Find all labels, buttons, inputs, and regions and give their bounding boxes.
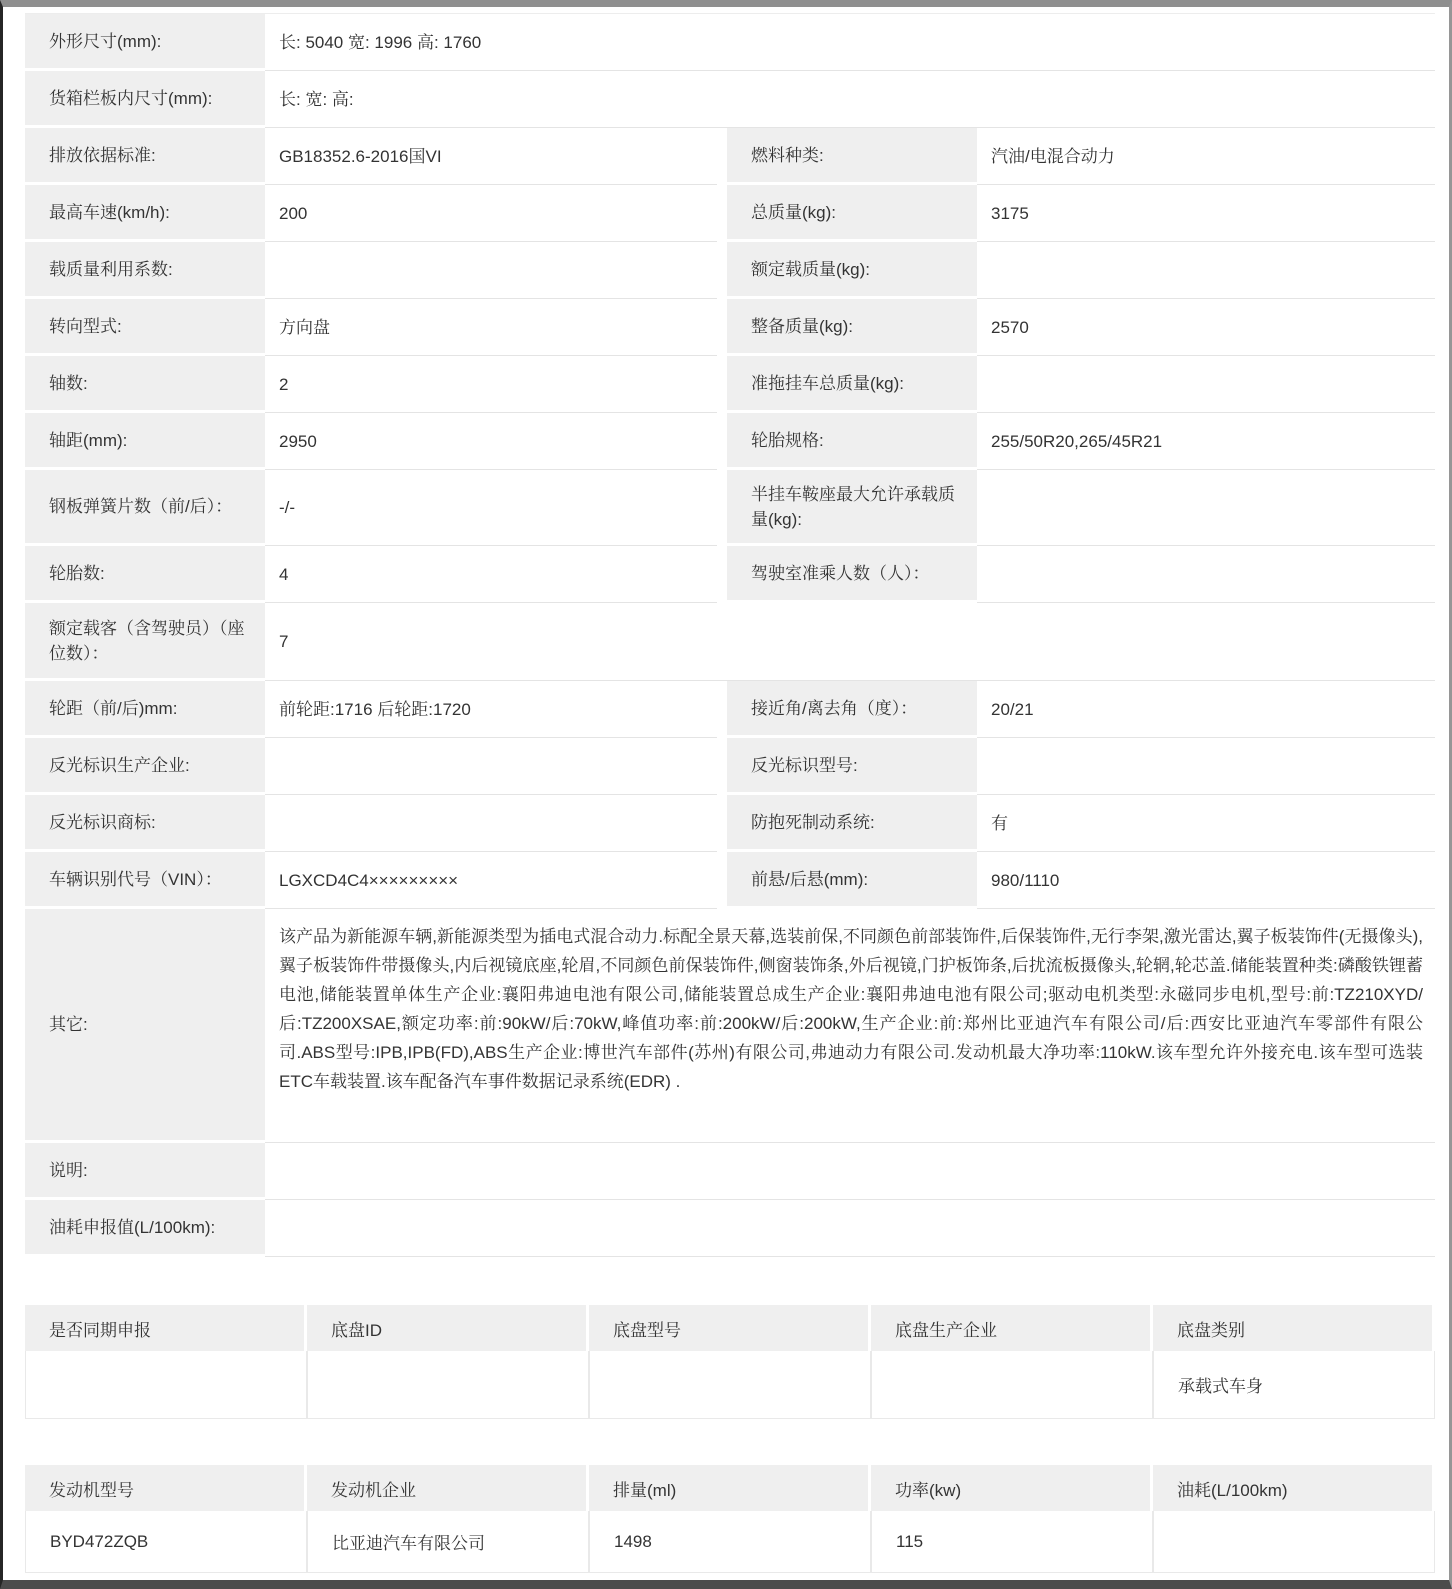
column-header: 底盘类别 <box>1153 1305 1435 1351</box>
field-value <box>977 242 1435 299</box>
field-label: 轮距（前/后)mm: <box>25 681 265 738</box>
column-gap <box>717 546 727 603</box>
field-label: 半挂车鞍座最大允许承载质量(kg): <box>727 470 977 546</box>
table-cell <box>589 1351 871 1419</box>
field-label: 驾驶室准乘人数（人）： <box>727 546 977 603</box>
column-header: 底盘生产企业 <box>871 1305 1153 1351</box>
column-gap <box>717 795 727 852</box>
field-label: 轴距(mm): <box>25 413 265 470</box>
column-header: 油耗(L/100km) <box>1153 1465 1435 1511</box>
field-label: 总质量(kg): <box>727 185 977 242</box>
field-label: 反光标识型号: <box>727 738 977 795</box>
field-label: 反光标识商标: <box>25 795 265 852</box>
column-gap <box>717 128 727 185</box>
row-rated-passengers <box>25 603 1434 681</box>
row-max-speed-gross-mass <box>25 185 1434 242</box>
vehicle-spec-table <box>25 13 1435 1257</box>
row-exterior-dimensions <box>25 14 1434 71</box>
table-cell <box>1153 1511 1435 1573</box>
field-value <box>265 1200 1435 1257</box>
field-value <box>977 546 1435 603</box>
field-label: 排放依据标准: <box>25 128 265 185</box>
field-value: 方向盘 <box>265 299 717 356</box>
field-label: 轴数: <box>25 356 265 413</box>
field-value: 7 <box>265 603 1435 681</box>
row-reflective-trademark-abs <box>25 795 1434 852</box>
field-value <box>265 242 717 299</box>
field-value <box>977 356 1435 413</box>
field-value: 长: 宽: 高: <box>265 71 1435 128</box>
row-cargo-inner-dimensions <box>25 71 1434 128</box>
column-gap <box>717 681 727 738</box>
row-remarks <box>25 1143 1434 1200</box>
field-label: 整备质量(kg): <box>727 299 977 356</box>
field-value: 2950 <box>265 413 717 470</box>
field-label: 最高车速(km/h): <box>25 185 265 242</box>
column-gap <box>717 356 727 413</box>
row-tire-count-cab-seating <box>25 546 1434 603</box>
column-gap <box>717 852 727 909</box>
row-leaf-springs-saddle-load <box>25 470 1434 546</box>
field-label: 载质量利用系数: <box>25 242 265 299</box>
table-cell <box>307 1351 589 1419</box>
field-value <box>265 738 717 795</box>
field-label: 外形尺寸(mm): <box>25 14 265 71</box>
column-gap <box>717 470 727 546</box>
field-value: 2 <box>265 356 717 413</box>
column-header: 是否同期申报 <box>25 1305 307 1351</box>
column-header: 功率(kw) <box>871 1465 1153 1511</box>
row-other-notes <box>25 909 1434 1143</box>
field-label: 车辆识别代号（VIN）： <box>25 852 265 909</box>
field-value: LGXCD4C4××××××××× <box>265 852 717 909</box>
column-gap <box>717 413 727 470</box>
table-cell <box>25 1351 307 1419</box>
field-value <box>265 1143 1435 1200</box>
table-cell <box>871 1351 1153 1419</box>
column-gap <box>717 299 727 356</box>
field-label: 额定载客（含驾驶员）（座位数）： <box>25 603 265 681</box>
field-label: 燃料种类: <box>727 128 977 185</box>
row-fuel-consumption-declared <box>25 1200 1434 1257</box>
field-value: 20/21 <box>977 681 1435 738</box>
field-label: 接近角/离去角（度）： <box>727 681 977 738</box>
table-cell: 比亚迪汽车有限公司 <box>307 1511 589 1573</box>
row-track-approach-angle <box>25 681 1434 738</box>
row-reflective-mark-producer-model <box>25 738 1434 795</box>
field-value: 该产品为新能源车辆,新能源类型为插电式混合动力.标配全景天幕,选装前保,不同颜色前部装饰件,后保装饰件,无行李架,激光雷达,翼子板装饰件(无摄像头),翼子板装饰件带摄像头,内后视镜底座,轮眉,不同颜色前保装饰件,侧窗装饰条,外后视镜,门护板饰条,后扰流板摄像头,轮辋,轮芯盖.储能装置种类:磷酸铁锂蓄电池,储能装置单体生产企业:襄阳弗迪电池有限公司,储能装置总成生产企业:襄阳弗迪电池有限公司;驱动电机类型:永磁同步电机,型号:前:TZ210XYD/后:TZ200XSAE,额定功率:前:90kW/后:70kW,峰值功率:前:200kW/后:200kW,生产企业:前:郑州比亚迪汽车有限公司/后:西安比亚迪汽车零部件有限公司.ABS型号:IPB,IPB(FD),ABS生产企业:博世汽车部件(苏州)有限公司,弗迪动力有限公司.发动机最大净功率:110kW.该车型允许外接充电.该车型可选装ETC车载装置.该车配备汽车事件数据记录系统(EDR) . <box>265 909 1435 1143</box>
field-value: 2570 <box>977 299 1435 356</box>
row-emission-standard-fuel-type <box>25 128 1434 185</box>
column-header: 发动机型号 <box>25 1465 307 1511</box>
field-value: 4 <box>265 546 717 603</box>
table-cell: 承载式车身 <box>1153 1351 1435 1419</box>
row-wheelbase-tire-spec <box>25 413 1434 470</box>
table-cell: 115 <box>871 1511 1153 1573</box>
field-label: 钢板弹簧片数（前/后）： <box>25 470 265 546</box>
field-label: 前悬/后悬(mm): <box>727 852 977 909</box>
field-label: 说明: <box>25 1143 265 1200</box>
field-value: 3175 <box>977 185 1435 242</box>
engine-table <box>25 1465 1435 1573</box>
field-label: 准拖挂车总质量(kg): <box>727 356 977 413</box>
field-label: 额定载质量(kg): <box>727 242 977 299</box>
column-header: 发动机企业 <box>307 1465 589 1511</box>
field-value <box>265 795 717 852</box>
field-label: 其它: <box>25 909 265 1143</box>
column-gap <box>717 185 727 242</box>
row-vin-overhang <box>25 852 1434 909</box>
field-label: 轮胎数: <box>25 546 265 603</box>
field-label: 轮胎规格: <box>727 413 977 470</box>
column-header: 底盘型号 <box>589 1305 871 1351</box>
row-load-factor-rated-load <box>25 242 1434 299</box>
row-axle-count-trailer-mass <box>25 356 1434 413</box>
chassis-table <box>25 1305 1435 1419</box>
field-label: 反光标识生产企业: <box>25 738 265 795</box>
field-label: 防抱死制动系统: <box>727 795 977 852</box>
column-header: 底盘ID <box>307 1305 589 1351</box>
field-value: 980/1110 <box>977 852 1435 909</box>
field-value: GB18352.6-2016国VI <box>265 128 717 185</box>
column-gap <box>717 738 727 795</box>
field-value: 长: 5040 宽: 1996 高: 1760 <box>265 14 1435 71</box>
field-value: 汽油/电混合动力 <box>977 128 1435 185</box>
table-cell: BYD472ZQB <box>25 1511 307 1573</box>
field-value: 255/50R20,265/45R21 <box>977 413 1435 470</box>
field-value: -/- <box>265 470 717 546</box>
field-value <box>977 470 1435 546</box>
field-label: 油耗申报值(L/100km): <box>25 1200 265 1257</box>
table-cell: 1498 <box>589 1511 871 1573</box>
field-value: 有 <box>977 795 1435 852</box>
field-label: 转向型式: <box>25 299 265 356</box>
row-steering-curb-mass <box>25 299 1434 356</box>
column-gap <box>717 242 727 299</box>
field-value: 200 <box>265 185 717 242</box>
field-value: 前轮距:1716 后轮距:1720 <box>265 681 717 738</box>
column-header: 排量(ml) <box>589 1465 871 1511</box>
field-label: 货箱栏板内尺寸(mm): <box>25 71 265 128</box>
field-value <box>977 738 1435 795</box>
